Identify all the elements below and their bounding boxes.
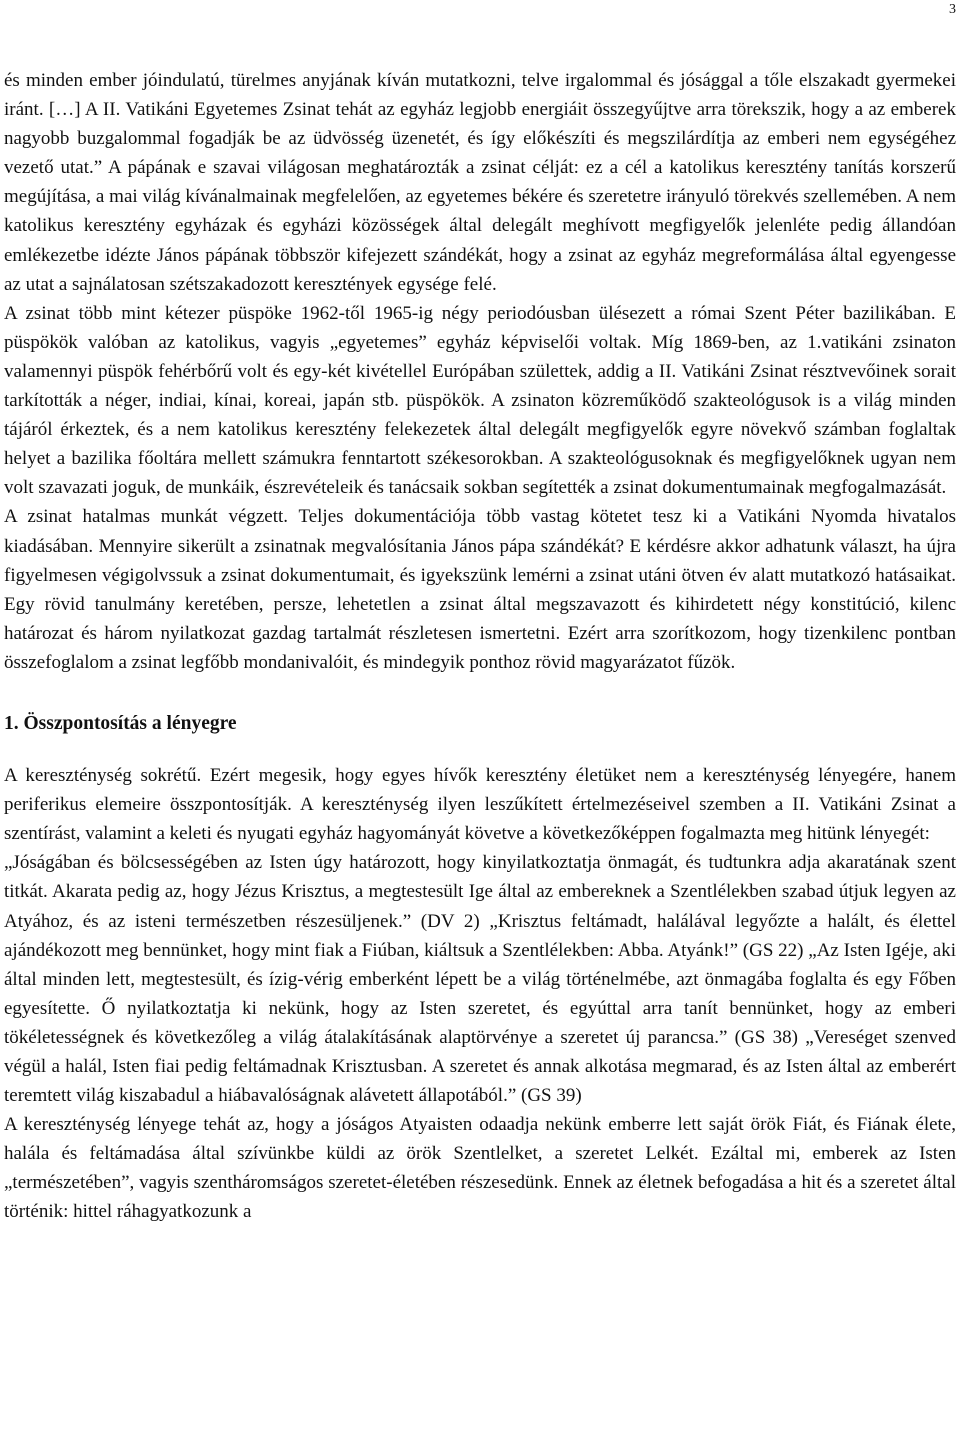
paragraph: A zsinat hatalmas munkát végzett. Teljes dokumentációja több vastag kötetet tesz ki a Vatikáni Nyomda hivatalos kiadásában. Mennyire sikerült a zsinatnak megvalósítania János pápa szándékát? E kérdésre akkor adhatunk választ, ha újra figyelmesen végigolvssuk a zsinat dokumentumait, és igyekszünk lemérni a zsinat utáni ötven év alatt mutatkozó hatásaikat. Egy rövid tanulmány keretében, persze, lehetetlen a zsinat által megszavazott és kihirdetett négy konstitúció, kilenc határozat és három nyilatkozat gazdag tartalmát részletesen ismertetni. Ezért arra szorítkozom, hogy tizenkilenc pontban összefoglalom a zsinat legfőbb mondanivalóit, és mindegyik ponthoz rövid magyarázatot fűzök.	[4, 506, 956, 673]
paragraph: A zsinat több mint kétezer püspöke 1962-től 1965-ig négy periodóusban ülésezett a római Szent Péter bazilikában. E püspökök valóban az katolikus, vagyis „egyetemes” egyház képviselői voltak. Míg 1869-ben, az 1.vatikáni zsinaton valamennyi püspök fehérbőrű volt és egy-két kivétellel Európában születtek, addig a II. Vatikáni Zsinat résztvevőinek sorait tarkították a néger, indiai, kínai, koreai, japán stb. püspökök. A zsinaton közreműködő szakteológusok is a világ minden tájáról érkeztek, és a nem katolikus keresztény felekezetek által delegált megfigyelők egyre növekvő számban foglaltak helyet a bazilika főoltára mellett számukra fenntartott székesorokban. A szakteológusoknak és megfigyelőknek ugyan nem volt szavazati joguk, de munkáik, észrevételeik és tanácsaik sokban segítették a zsinat dokumentumainak megfogalmazását.	[4, 302, 956, 499]
paragraph: A kereszténység lényege tehát az, hogy a jóságos Atyaisten odaadja nekünk emberre lett saját örök Fiát, és Fiának élete, halála és feltámadása által szívünkbe küldi az örök Szentlelket, a szeretet Lelkét. Ezáltal mi, emberek az Isten „természetében”, vagyis szentháromságos szeretet-életében részesedünk. Ennek az életnek befogadása a hit és a szeretet által történik: hittel ráhagyatkozunk a	[4, 1114, 956, 1223]
paragraph: és minden ember jóindulatú, türelmes anyjának kíván mutatkozni, telve irgalommal és jósággal a tőle elszakadt gyermekei iránt. […] A II. Vatikáni Egyetemes Zsinat tehát az egyház legjobb energiáit összegyűjtve arra törekszik, hogy a az emberek nagyobb buzgalommal fogadják be az üdvösség üzenetét, és így előkészíti és megszilárdítja az emberi nem egységéhez vezető utat.” A pápának e szavai világosan meghatározták a zsinat célját: ez a cél a katolikus keresztény tanítás korszerű megújítása, a mai világ kívánalmainak megfelelően, az egyetemes békére és szeretetre irányuló törekvés szellemében. A nem katolikus keresztény egyházak és egyházi közösségek által delegált meghívott megfigyelők jelenléte pedig állandóan emlékezetbe idézte János pápának többször kifejezett szándékát, hogy a zsinat az egyház megreformálása által egyengesse az utat a sajnálatosan szétszakadozott keresztények egysége felé.	[4, 70, 956, 295]
page-number: 3	[949, 2, 956, 17]
paragraph: A kereszténység sokrétű. Ezért megesik, hogy egyes hívők keresztény életüket nem a kereszténység lényegére, hanem periferikus elemeire összpontosítják. A kereszténység ilyen leszűkített értelmezéseivel szemben a II. Vatikáni Zsinat a szentírást, valamint a keleti és nyugati egyház hagyományát követve a következőképpen fogalmazta meg hitünk lényegét:	[4, 765, 956, 845]
section-heading: 1. Összpontosítás a lényegre	[4, 712, 237, 734]
document-body	[4, 66, 956, 1227]
quotation-paragraph: „Jóságában és bölcsességében az Isten úgy határozott, hogy kinyilatkoztatja önmagát, és tudtunkra adja akaratának szent titkát. Akarata pedig az, hogy Jézus Krisztus, a megtestesült Ige által az embereknek a Szentlélekben szabad útjuk legyen az Atyához, és az isteni természetben részesüljenek.” (DV 2) „Krisztus feltámadt, halálával legyőzte a halált, és élettel ajándékozott meg bennünket, hogy mint fiak a Fiúban, kiáltsuk a Szentlélekben: Abba. Atyánk!” (GS 22) „Az Isten Igéje, aki által minden lett, megtestesült, és ízig-vérig emberként lépett be a világ történelmébe, azt önmagába foglalta és egy Főben egyesítette. Ő nyilatkoztatja ki nekünk, hogy az Isten szeretet, és egyúttal arra tanít bennünket, hogy az emberi tökéletességnek és következőleg a világ átalakításának alaptörvénye a szeretet új parancsa.” (GS 38) „Vereséget szenved végül a halál, Isten fiai pedig feltámadnak Krisztusban. A szeretet és annak alkotása megmarad, és az Isten által az emberért teremtett világ kiszabadul a hiábavalóságnak alávetett állapotából.” (GS 39)	[4, 852, 956, 1107]
